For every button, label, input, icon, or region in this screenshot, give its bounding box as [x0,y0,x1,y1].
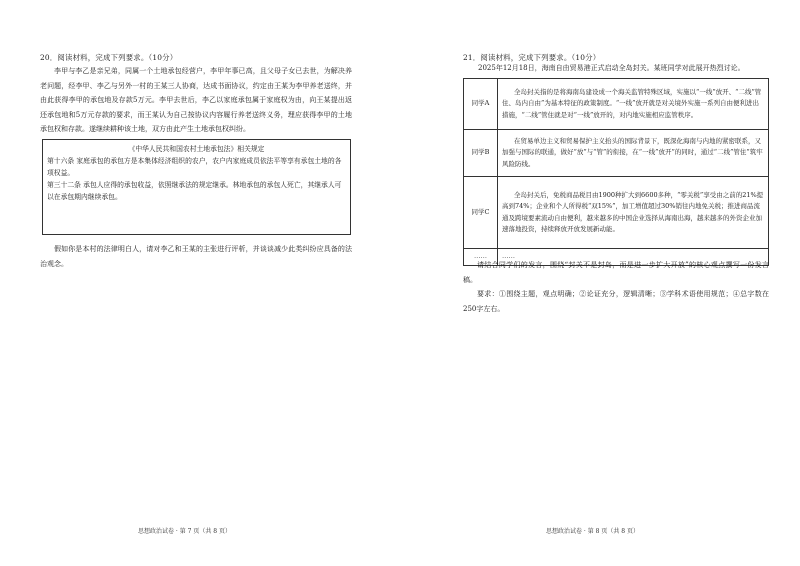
question-21-requirements: 要求：①围绕主题，观点明确；②论证充分，逻辑清晰；③学科术语使用规范；④总字数在250字左右。 [463,290,769,313]
question-20-material: 李甲与李乙是亲兄弟，同属一个土地承包经营户，李甲年事已高，且父母子女已去世，为解决养老问题，经李甲、李乙与另外一村的王某三人协商，达成书面协议，约定由王某为李甲养老送终，并由此获得李甲的承包地及存款5万元。李甲去世后，李乙以家庭承包属于家庭权为由，向王某提出返还承包地和5万元存款的要求，而王某认为自己按协议内容履行养老送终义务，理应获得李甲的土地承包权和存款。遂继续耕种该土地，双方由此产生土地承包权纠纷。 [40,67,352,133]
student-label: 同学B [464,130,498,177]
question-20-heading: 20．阅读材料，完成下列要求。（10分） [40,53,178,62]
student-opinion: 全岛封关后，免税商品税目由1900种扩大到6600多种，“零关税”享受由之前的21%提高到74%；企业和个人所得税“双15%”，加工增值超过30%销往内地免关税；推进商品流通及跨境要素流动自由便利，越来越多的中国企业选择从海南出海，越来越多的外资企业加速落地投资，持续释放开放发展新动能。 [498,177,769,249]
student-label: 同学A [464,79,498,130]
table-row [464,130,769,177]
student-opinion: 在贸易单边主义和贸易保护主义抬头的国际背景下，既深化海南与内地的紧密联系，又加强与国际的联通，做好“放”与“管”的衔接，在“一线”放开”的同时，通过“二线”管住”筑牢风险防线。 [498,130,769,177]
student-opinion: …… [498,249,769,266]
question-21-task: 请结合同学们的发言，围绕“封关不是封岛，而是进一步扩大开放”的核心观点撰写一份发言稿。 [463,261,769,284]
student-opinions-table [463,78,769,266]
law-article-32: 第三十二条 承包人应得的承包收益，依照继承法的规定继承。林地承包的承包人死亡，其继承人可以在承包期内继续承包。 [47,181,342,201]
question-21-heading: 21．阅读材料，完成下列要求。（10分） [463,53,601,62]
student-label: 同学C [464,177,498,249]
page-footer-7: 思想政治试卷 · 第 7 页（共 8 页） [138,528,231,535]
page-footer-8: 思想政治试卷 · 第 8 页（共 8 页） [546,528,639,535]
question-21-intro: 2025年12月18日，海南自由贸易港正式启动全岛封关。某班同学对此展开热烈讨论。 [478,64,745,72]
law-article-16: 第十六条 家庭承包的承包方是本集体经济组织的农户，农户内家庭成员依法平等享有承包土地的各项权益。 [47,157,342,177]
law-excerpt-title: 《中华人民共和国农村土地承包法》相关规定 [128,145,265,153]
student-label: …… [464,249,498,266]
student-opinion: 全岛封关指的是将海南岛建设成一个海关监管特殊区域，实施以“一线”放开、“二线”管住、岛内自由”为基本特征的政策制度。“一线”放开就是对关境外实施一系列自由便利进出措施，“二线”管住就是对“一线”放开的，对内地实施相应监管秩序。 [498,79,769,130]
table-row [464,177,769,249]
question-20-task: 假如你是本村的法律明白人，请对李乙和王某的主张进行评析，并谈谈减少此类纠纷应具备的法治观念。 [40,245,352,268]
table-row [464,79,769,130]
right-page [400,0,800,566]
law-excerpt-box [42,139,351,235]
